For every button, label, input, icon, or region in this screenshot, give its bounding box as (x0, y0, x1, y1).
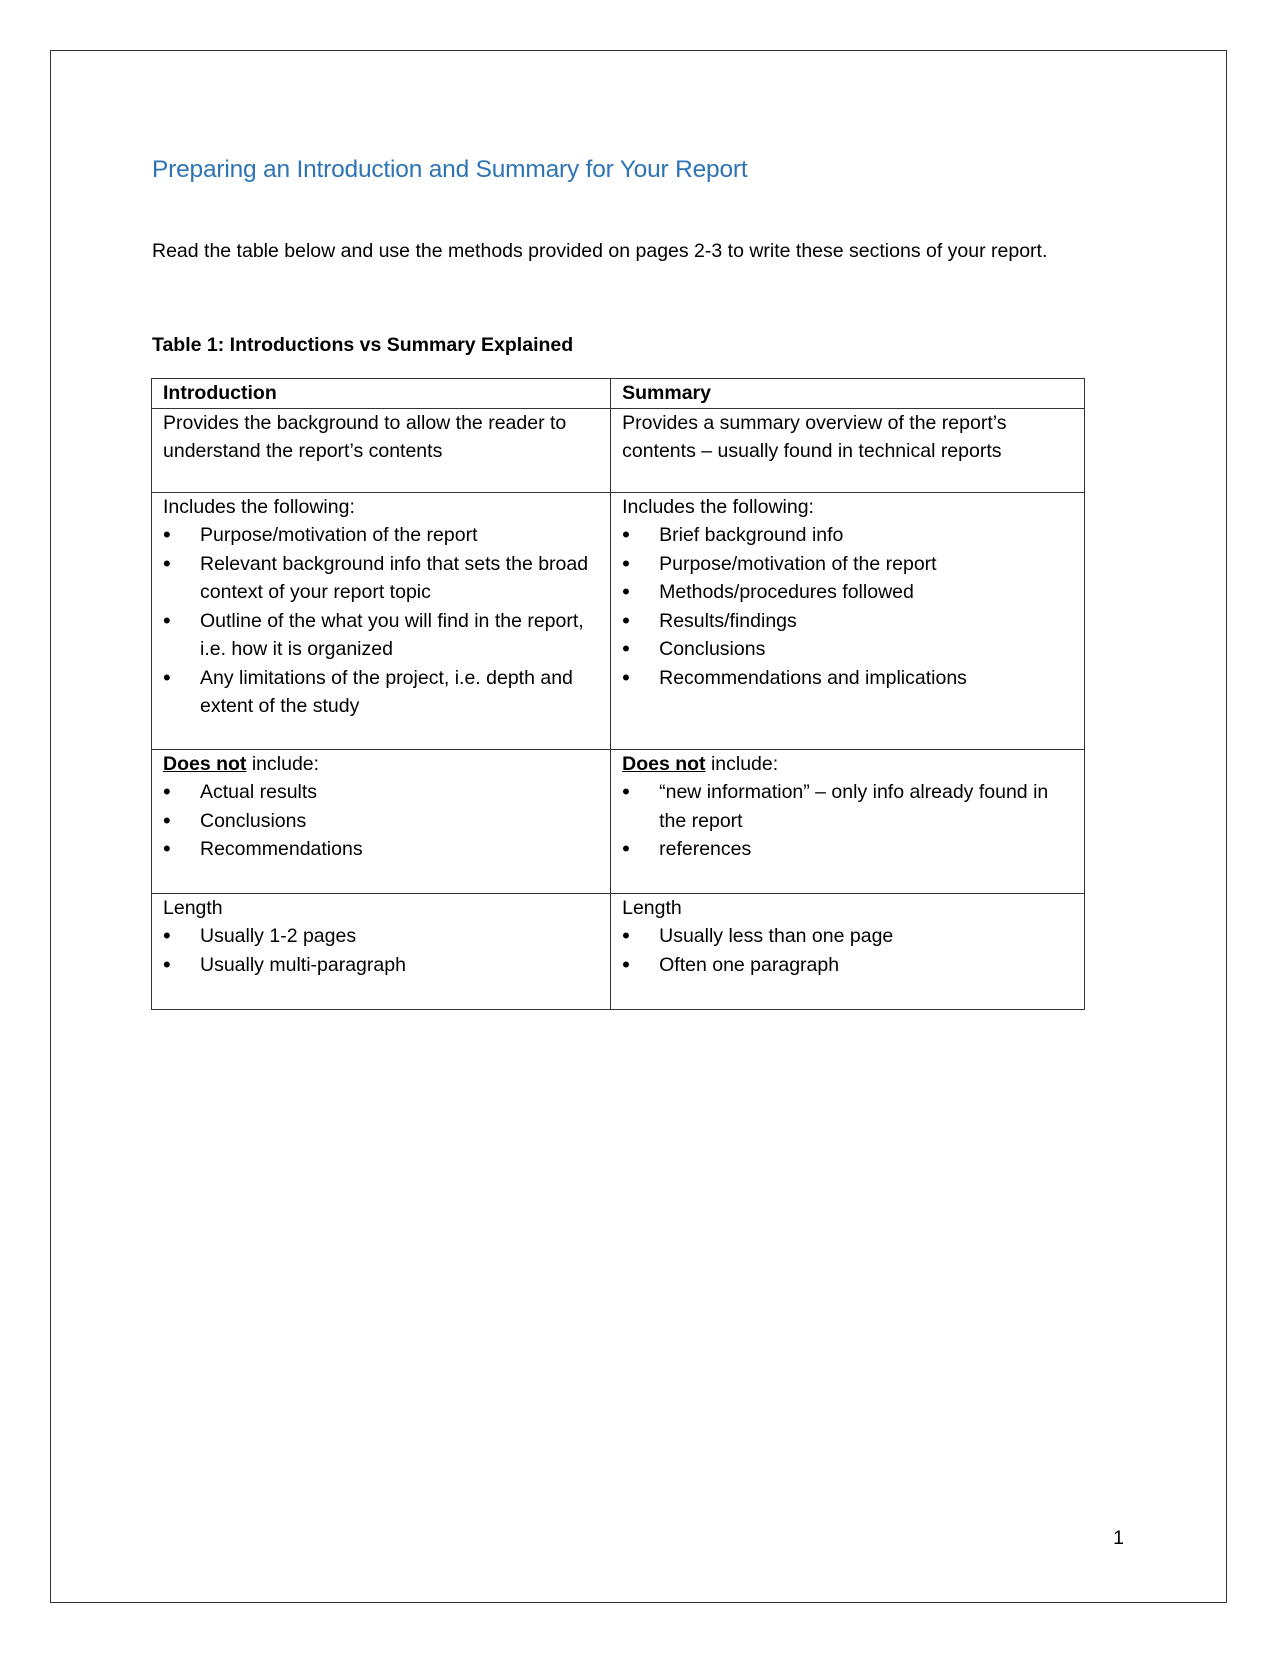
list-item: • Actual results (163, 778, 600, 807)
list-item: • Results/findings (622, 607, 1074, 636)
bullet-list (622, 521, 1074, 692)
comparison-table (151, 378, 1085, 1010)
table-header-row (152, 379, 1085, 409)
intro-length-cell (152, 893, 611, 1009)
header-introduction: Introduction (152, 379, 611, 409)
cell-lead: Includes the following: (163, 495, 355, 518)
list-item: • Methods/procedures followed (622, 578, 1074, 607)
list-item: • Outline of the what you will find in the report, i.e. how it is organized (163, 607, 600, 664)
list-item: • references (622, 835, 1074, 864)
table-row (152, 408, 1085, 492)
summary-excludes-cell (611, 749, 1085, 893)
list-item: • Often one paragraph (622, 951, 1074, 980)
document-title: Preparing an Introduction and Summary for Your Report (152, 156, 748, 183)
cell-lead (163, 750, 600, 779)
page-number: 1 (1113, 1527, 1124, 1549)
does-not-emphasis: Does not (163, 752, 247, 775)
bullet-list (163, 521, 600, 721)
intro-paragraph: Read the table below and use the methods provided on pages 2-3 to write these sections of your report. (152, 240, 1048, 262)
list-item: • Usually multi-paragraph (163, 951, 600, 980)
table-row (152, 893, 1085, 1009)
cell-lead: Length (163, 896, 223, 919)
bullet-list (622, 778, 1074, 864)
list-item: • “new information” – only info already found in the report (622, 778, 1074, 835)
cell-lead-rest: include: (705, 752, 779, 775)
cell-lead (622, 750, 1074, 779)
list-item: • Usually 1-2 pages (163, 922, 600, 951)
list-item: • Conclusions (163, 807, 600, 836)
list-item: • Any limitations of the project, i.e. depth and extent of the study (163, 664, 600, 721)
cell-lead: Length (622, 896, 682, 919)
bullet-list (163, 922, 600, 979)
list-item: • Relevant background info that sets the broad context of your report topic (163, 550, 600, 607)
header-summary: Summary (611, 379, 1085, 409)
list-item: • Recommendations (163, 835, 600, 864)
table-row (152, 749, 1085, 893)
list-item: • Brief background info (622, 521, 1074, 550)
intro-includes-cell (152, 492, 611, 749)
table-row (152, 492, 1085, 749)
list-item: • Usually less than one page (622, 922, 1074, 951)
document-page (50, 50, 1227, 1603)
cell-lead-rest: include: (246, 752, 320, 775)
intro-description-cell: Provides the background to allow the reader to understand the report’s contents (152, 408, 611, 492)
list-item: • Recommendations and implications (622, 664, 1074, 693)
summary-description-cell: Provides a summary overview of the report’s contents – usually found in technical reports (611, 408, 1085, 492)
list-item: • Purpose/motivation of the report (163, 521, 600, 550)
does-not-emphasis: Does not (622, 752, 706, 775)
cell-lead: Includes the following: (622, 495, 814, 518)
bullet-list (622, 922, 1074, 979)
table-caption: Table 1: Introductions vs Summary Explained (152, 334, 574, 356)
intro-excludes-cell (152, 749, 611, 893)
list-item: • Conclusions (622, 635, 1074, 664)
bullet-list (163, 778, 600, 864)
list-item: • Purpose/motivation of the report (622, 550, 1074, 579)
summary-length-cell (611, 893, 1085, 1009)
summary-includes-cell (611, 492, 1085, 749)
